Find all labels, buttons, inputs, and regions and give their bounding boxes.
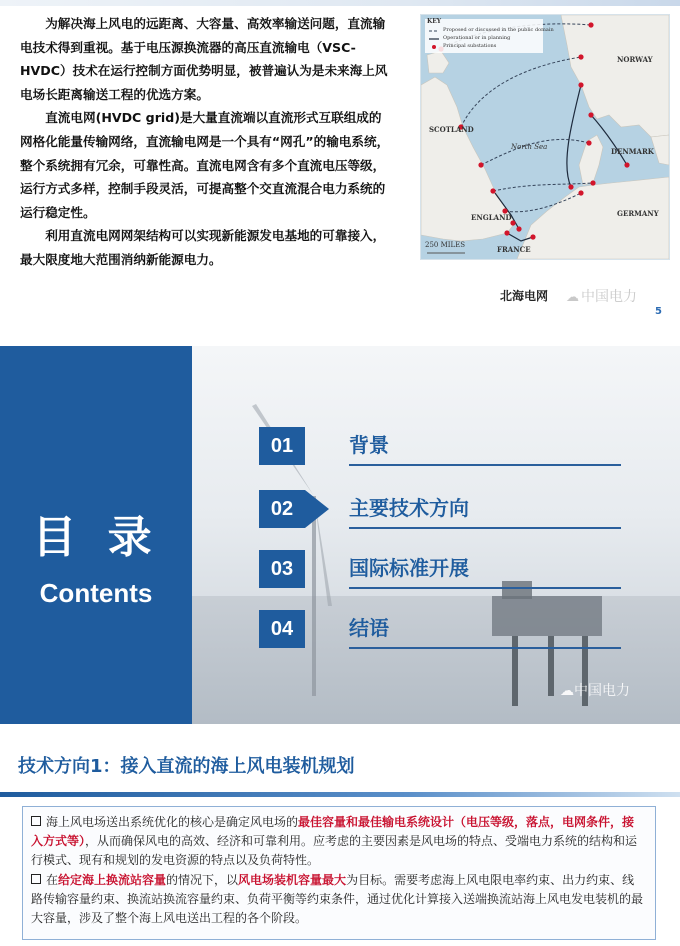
divider [349, 647, 621, 649]
active-arrow-icon [305, 490, 329, 528]
content-box [22, 806, 656, 940]
watermark: ☁ 中国电力 [566, 289, 637, 305]
map-caption: 北海电网 [500, 289, 549, 303]
toc-number: 04 [259, 610, 305, 648]
toc-label: 主要技术方向 [349, 496, 469, 520]
map-scale: 250 MILES [425, 241, 466, 249]
slide-contents [0, 346, 680, 724]
body-text [20, 12, 392, 272]
map-label-france: FRANCE [497, 245, 531, 254]
watermark: ☁中国电力 [560, 683, 630, 699]
bullet-1: 海上风电场送出系统优化的核心是确定风电场的最佳容量和最佳输电系统设计（电压等级，落点，电网条件，接入方式等），从而确保风电的高效、经济和可靠利用。应考虑的主要因素是风电场的特点、受端电力系统的结构和运行模式、现有和规划的发电资源的特点以及负荷特性。 [31, 815, 638, 867]
header-bar [0, 0, 680, 6]
map-key-item-1: Proposed or discussed in the public domain [443, 27, 554, 33]
bullet-2: 在给定海上换流站容量的情况下，以风电场装机容量最大为目标。需要考虑海上风电限电率约束、出力约束、线路传输容量约束、换流站换流容量约束、负荷平衡等约束条件，通过优化计算接入送端换流站海上风电发电装机的最大容量，涉及了整个海上风电送出工程的各个阶段。 [31, 873, 644, 925]
toc-number: 01 [259, 427, 305, 465]
map-key-item-2: Operational or in planning [443, 35, 511, 41]
toc-item-1[interactable] [259, 427, 621, 467]
map-label-england: ENGLAND [471, 213, 512, 222]
map-label-north-sea: North Sea [511, 143, 548, 151]
divider [349, 527, 621, 529]
map-key-title: KEY [427, 18, 442, 25]
toc-label: 国际标准开展 [349, 556, 469, 580]
toc-item-4[interactable] [259, 610, 621, 650]
checkbox-icon [31, 874, 41, 884]
map-label-scotland: SCOTLAND [429, 125, 474, 134]
contents-title-zh: 目 录 [32, 512, 160, 563]
slide-title: 技术方向1：接入直流的海上风电装机规划 [18, 756, 355, 777]
paragraph-2: 直流电网(HVDC grid)是大量直流端以直流形式互联组成的网格化能量传输网络，直流输电网是一个具有“网孔”的输电系统，整个系统拥有冗余，可靠性高。直流电网含有多个直流电压等级，运行方式多样，控制手段灵活，可提高整个交直流混合电力系统的运行稳定性。 [20, 110, 390, 220]
wind-turbine-background [192, 346, 680, 724]
highlight: 最佳容量和最佳输电系统设计（电压等级，落点，电网条件，接入方式等） [31, 815, 635, 848]
toc-number: 02 [259, 490, 305, 528]
toc-label: 结语 [349, 616, 389, 640]
map-graphic [421, 15, 669, 259]
map-key-item-3: Principal substations [443, 43, 497, 49]
north-sea-map [420, 14, 670, 260]
map-label-denmark: DENMARK [611, 147, 654, 156]
toc-item-3[interactable] [259, 550, 621, 590]
paragraph-1: 为解决海上风电的远距离、大容量、高效率输送问题，直流输电技术得到重视。基于电压源换流器的高压直流输电（VSC-HVDC）技术在运行控制方面优势明显，被普遍认为是未来海上风电场长距离输送工程的优选方案。 [20, 16, 388, 102]
highlight: 给定海上换流站容量 [58, 873, 167, 887]
wechat-icon: ☁ [560, 683, 574, 699]
map-label-germany: GERMANY [617, 209, 659, 218]
paragraph-3: 利用直流电网网架结构可以实现新能源发电基地的可靠接入，最大限度地大范围消纳新能源电力。 [20, 228, 386, 267]
slide-north-sea-grid [0, 0, 680, 330]
toc-number: 03 [259, 550, 305, 588]
contents-title-en: Contents [39, 578, 153, 608]
map-label-norway: NORWAY [617, 55, 653, 64]
toc-label: 背景 [349, 433, 389, 457]
toc-item-2[interactable] [259, 490, 621, 530]
highlight: 风电场装机容量最大 [238, 873, 347, 887]
checkbox-icon [31, 816, 41, 826]
wechat-icon: ☁ [566, 290, 579, 305]
page-number: 5 [655, 306, 662, 317]
slide-tech-direction-1 [0, 740, 680, 946]
divider [349, 464, 621, 466]
title-rule [0, 792, 680, 797]
divider [349, 587, 621, 589]
